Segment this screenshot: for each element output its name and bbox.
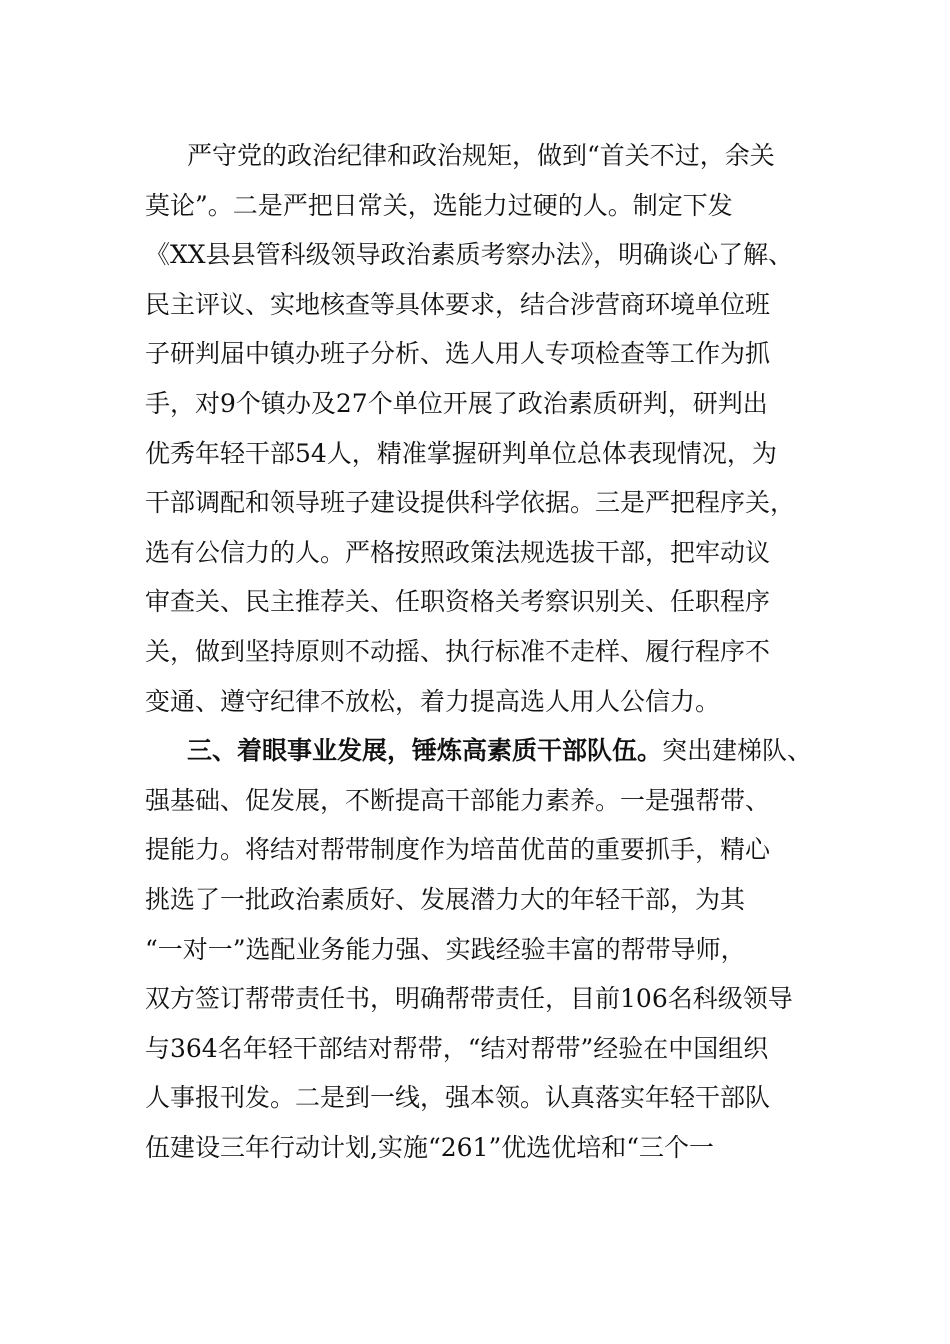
text-line: 优秀年轻干部54人，精准掌握研判单位总体表现情况，为 (145, 438, 777, 468)
text-line: 关，做到坚持原则不动摇、执行标准不走样、履行程序不 (145, 636, 771, 666)
text-line: 严守党的政治纪律和政治规矩，做到“首关不过，余关 (187, 141, 775, 170)
text-line: 双方签订帮带责任书，明确帮带责任，目前106名科级领导 (145, 984, 793, 1014)
text-line: 手，对9个镇办及27个单位开展了政治素质研判，研判出 (145, 388, 768, 418)
section-heading: 三、着眼事业发展，锤炼高素质干部队伍。 (187, 736, 663, 766)
text-line: 审查关、民主推荐关、任职资格关考察识别关、任职程序 (145, 587, 771, 617)
text-line: 强基础、促发展，不断提高干部能力素养。一是强帮带、 (145, 785, 771, 815)
text-line: 提能力。将结对帮带制度作为培苗优苗的重要抓手，精心 (145, 835, 771, 865)
text-line: 挑选了一批政治素质好、发展潜力大的年轻干部，为其 (145, 884, 746, 914)
text-line: 民主评议、实地核查等具体要求，结合涉营商环境单位班 (145, 289, 771, 319)
section-heading-tail: 突出建梯队、 (662, 736, 813, 766)
text-line: 人事报刊发。二是到一线，强本领。认真落实年轻干部队 (145, 1083, 771, 1113)
text-line: “一对一”选配业务能力强、实践经验丰富的帮带导师， (145, 934, 746, 964)
document-body (145, 131, 835, 1172)
text-line: 选有公信力的人。严格按照政策法规选拔干部，把牢动议 (145, 537, 771, 567)
text-line: 伍建设三年行动计划,实施“261”优选优培和“三个一 (145, 1132, 715, 1162)
text-line: 莫论”。二是严把日常关，选能力过硬的人。制定下发 (145, 190, 733, 220)
text-line: 干部调配和领导班子建设提供科学依据。三是严把程序关， (145, 488, 796, 518)
text-line: 变通、遵守纪律不放松，着力提高选人用人公信力。 (145, 686, 721, 716)
section-heading-line (145, 726, 835, 776)
text-line: 子研判届中镇办班子分析、选人用人专项检查等工作为抓 (145, 339, 771, 369)
text-line: 与364名年轻干部结对帮带，“结对帮带”经验在中国组织 (145, 1033, 769, 1063)
text-line: 《XX县县管科级领导政治素质考察办法》，明确谈心了解、 (145, 240, 794, 270)
